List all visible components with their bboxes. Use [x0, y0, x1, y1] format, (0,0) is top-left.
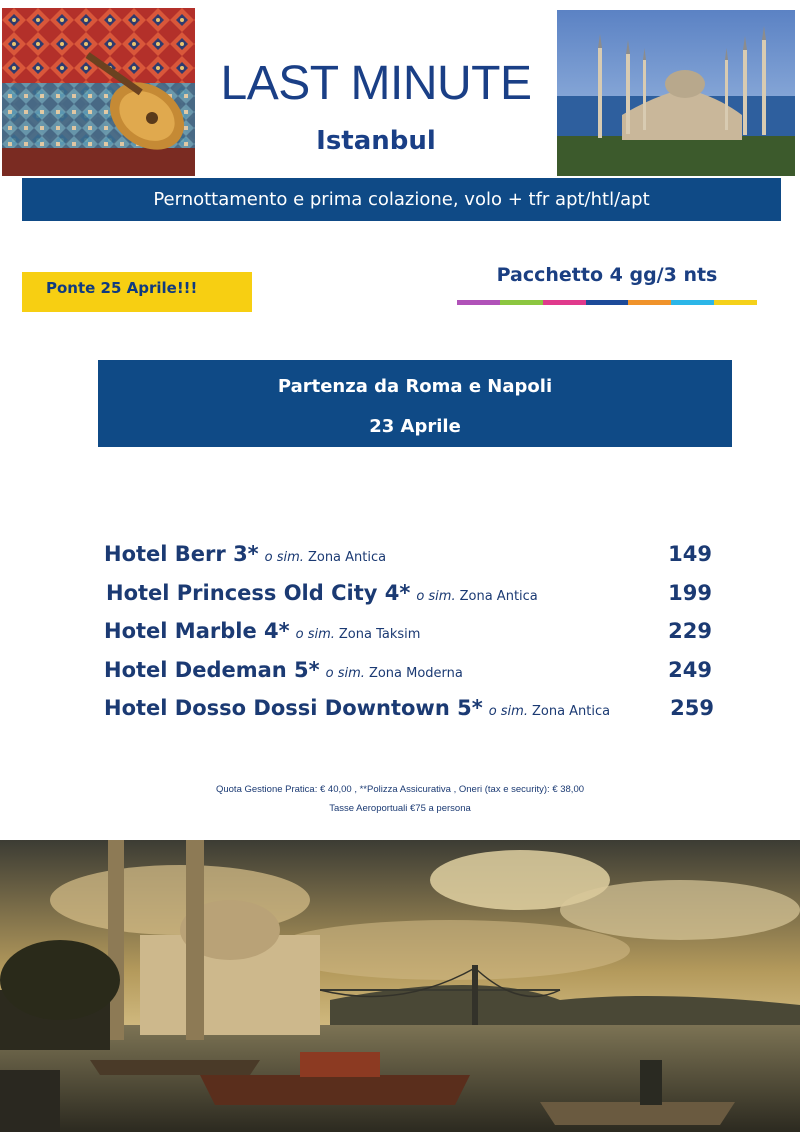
hotel-price: 149: [668, 542, 712, 566]
hotel-name: Hotel Princess Old City 4*: [106, 581, 411, 605]
hotel-zone: Zona Antica: [307, 550, 387, 565]
hotel-price: 199: [668, 581, 712, 605]
hotel-price: 249: [668, 658, 712, 682]
hotel-sim: o sim.: [416, 589, 456, 604]
hotel-zone: Zona Antica: [459, 589, 538, 604]
stripe-segment: [671, 300, 714, 305]
hotel-name: Hotel Dedeman 5*: [104, 658, 320, 682]
hotel-price: 259: [670, 696, 714, 720]
departure-cities: Partenza da Roma e Napoli: [277, 376, 553, 397]
hotel-name: Hotel Dosso Dossi Downtown 5*: [104, 696, 483, 720]
oud-kilim-photo: [2, 8, 195, 176]
stripe-segment: [628, 300, 671, 305]
stripe-segment: [714, 300, 757, 305]
hotel-zone: Zona Moderna: [368, 666, 463, 681]
stripe-segment: [586, 300, 629, 305]
departure-date: 23 Aprile: [369, 416, 461, 437]
ponte-badge: Ponte 25 Aprile!!!: [22, 272, 252, 312]
hotel-name: Hotel Berr 3*: [104, 542, 259, 566]
airport-tax-note: Tasse Aeroportuali €75 a persona: [329, 803, 471, 814]
color-stripe: [457, 300, 757, 305]
stripe-segment: [543, 300, 586, 305]
departure-box: [98, 360, 732, 447]
hotel-name: Hotel Marble 4*: [104, 619, 290, 643]
stripe-segment: [500, 300, 543, 305]
package-description-bar: Pernottamento e prima colazione, volo + tfr apt/htl/apt: [22, 178, 781, 221]
bosphorus-photo: [0, 840, 800, 1132]
hotel-sim: o sim.: [488, 704, 528, 719]
hotel-row: [104, 696, 664, 726]
hotel-sim: o sim.: [295, 627, 335, 642]
hotel-zone: Zona Taksim: [338, 627, 421, 642]
hotel-price: 229: [668, 619, 712, 643]
hotel-row: [104, 619, 724, 649]
hotel-row: [104, 542, 724, 572]
page-subtitle: Istanbul: [316, 126, 436, 156]
hotel-sim: o sim.: [325, 666, 365, 681]
package-duration-label: Pacchetto 4 gg/3 nts: [496, 264, 718, 286]
stripe-segment: [457, 300, 500, 305]
page-title: LAST MINUTE: [220, 57, 532, 110]
fees-note: Quota Gestione Pratica: € 40,00 , **Polizza Assicurativa , Oneri (tax e security): € 38,00: [215, 784, 585, 795]
blue-mosque-photo: [557, 10, 795, 176]
hotel-zone: Zona Antica: [531, 704, 611, 719]
hotel-row: [104, 658, 724, 688]
hotel-sim: o sim.: [264, 550, 304, 565]
